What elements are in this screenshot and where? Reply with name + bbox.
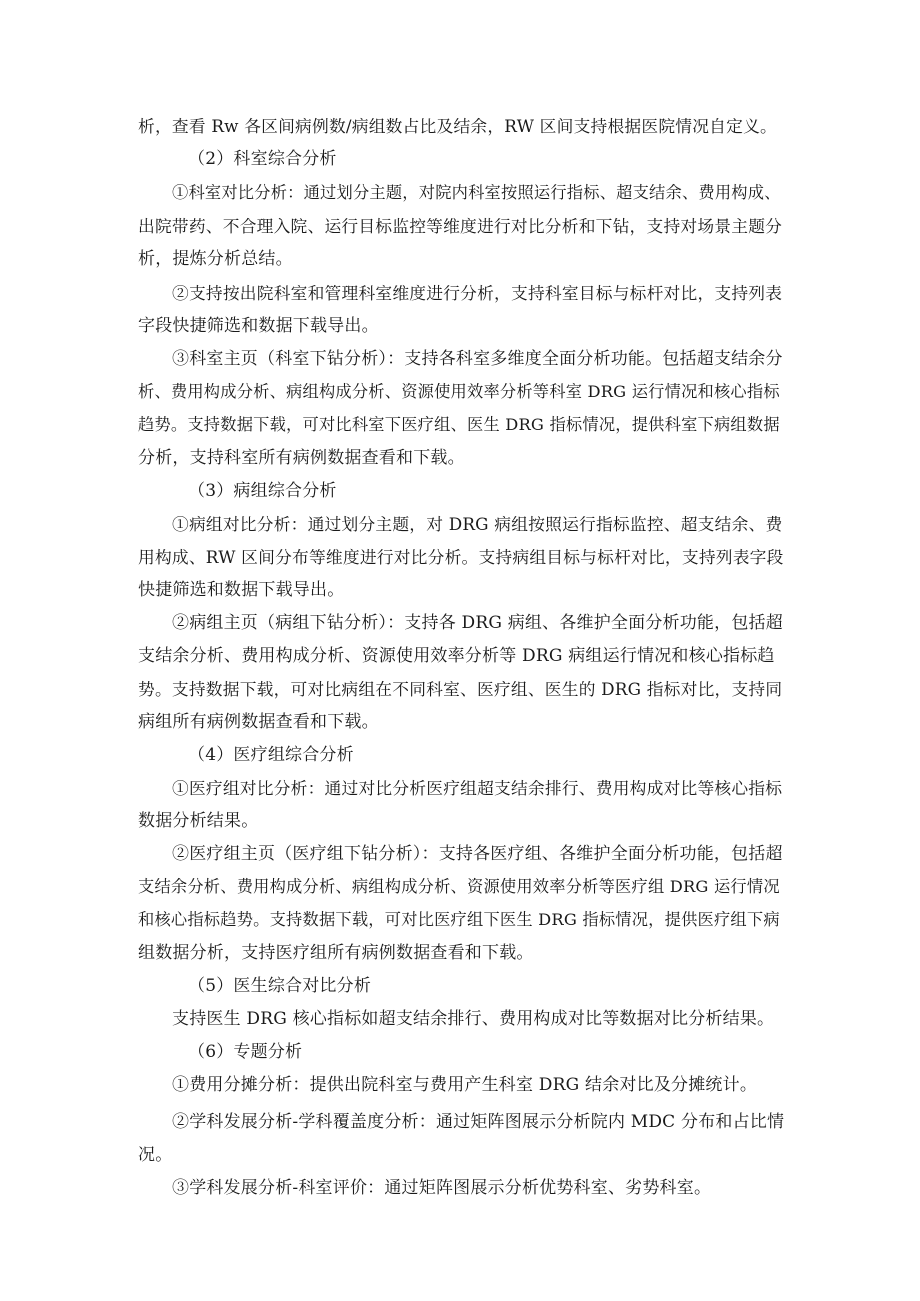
section-heading-3: （3）病组综合分析 — [188, 481, 337, 501]
text-line-25: 和核心指标趋势。支持数据下载，可对比医疗组下医生 DRG 指标情况，提供医疗组下病 — [138, 910, 780, 929]
text-line-7: 字段快捷筛选和数据下载导出。 — [138, 316, 379, 336]
text-line-18: 势。支持数据下载，可对比病组在不同科室、医疗组、医生的 DRG 指标对比，支持同 — [138, 679, 783, 699]
text-line-24: 支结余分析、费用构成分析、病组构成分析、资源使用效率分析等医疗组 DRG 运行情况 — [138, 877, 780, 896]
text-line-14: 用构成、RW 区间分布等维度进行对比分析。支持病组目标与标杆对比，支持列表字段 — [138, 547, 784, 567]
text-line-11: 分析，支持科室所有病例数据查看和下载。 — [138, 448, 465, 468]
text-line-22: 数据分析结果。 — [138, 811, 259, 831]
text-line-8: ③科室主页（科室下钻分析）：支持各科室多维度全面分析功能。包括超支结余分 — [172, 349, 783, 369]
text-line-9: 析、费用构成分析、病组构成分析、资源使用效率分析等科室 DRG 运行情况和核心指标 — [138, 382, 780, 401]
text-line-26: 组数据分析，支持医疗组所有病例数据查看和下载。 — [138, 943, 534, 963]
text-line-10: 趋势。支持数据下载，可对比科室下医疗组、医生 DRG 指标情况，提供科室下病组数据 — [138, 415, 780, 434]
text-line-15: 快捷筛选和数据下载导出。 — [138, 580, 345, 600]
section-heading-2: （2）科室综合分析 — [188, 149, 337, 169]
text-line-21: ①医疗组对比分析：通过对比分析医疗组超支结余排行、费用构成对比等核心指标 — [172, 778, 783, 798]
section-heading-6: （6）专题分析 — [188, 1042, 303, 1062]
text-line-4: 出院带药、不合理入院、运行目标监控等维度进行对比分析和下钻，支持对场景主题分 — [138, 216, 783, 236]
text-line-33: ③学科发展分析-科室评价：通过矩阵图展示分析优势科室、劣势科室。 — [172, 1178, 712, 1198]
text-line-13: ①病组对比分析：通过划分主题，对 DRG 病组按照运行指标监控、超支结余、费 — [172, 514, 783, 534]
section-heading-5: （5）医生综合对比分析 — [188, 976, 372, 996]
text-line-6: ②支持按出院科室和管理科室维度进行分析，支持科室目标与标杆对比，支持列表 — [172, 283, 783, 303]
text-line-16: ②病组主页（病组下钻分析）：支持各 DRG 病组、各维护全面分析功能，包括超 — [172, 613, 783, 633]
text-line-19: 病组所有病例数据查看和下载。 — [138, 712, 379, 732]
text-line-28: 支持医生 DRG 核心指标如超支结余排行、费用构成对比等数据对比分析结果。 — [172, 1009, 775, 1029]
text-line-5: 析，提炼分析总结。 — [138, 249, 293, 269]
text-line-23: ②医疗组主页（医疗组下钻分析）：支持各医疗组、各维护全面分析功能，包括超 — [172, 844, 783, 864]
text-line-30: ①费用分摊分析：提供出院科室与费用产生科室 DRG 结余对比及分摊统计。 — [172, 1075, 758, 1095]
section-heading-4: （4）医疗组综合分析 — [188, 745, 354, 765]
text-line-1: 析，查看 Rw 各区间病例数/病组数占比及结余，RW 区间支持根据医院情况自定义。 — [138, 116, 777, 136]
text-line-32: 况。 — [138, 1145, 173, 1165]
text-line-3: ①科室对比分析：通过划分主题，对院内科室按照运行指标、超支结余、费用构成、 — [172, 183, 781, 202]
text-line-17: 支结余分析、费用构成分析、资源使用效率分析等 DRG 病组运行情况和核心指标趋 — [138, 646, 775, 666]
text-line-31: ②学科发展分析-学科覆盖度分析：通过矩阵图展示分析院内 MDC 分布和占比情 — [172, 1112, 785, 1132]
